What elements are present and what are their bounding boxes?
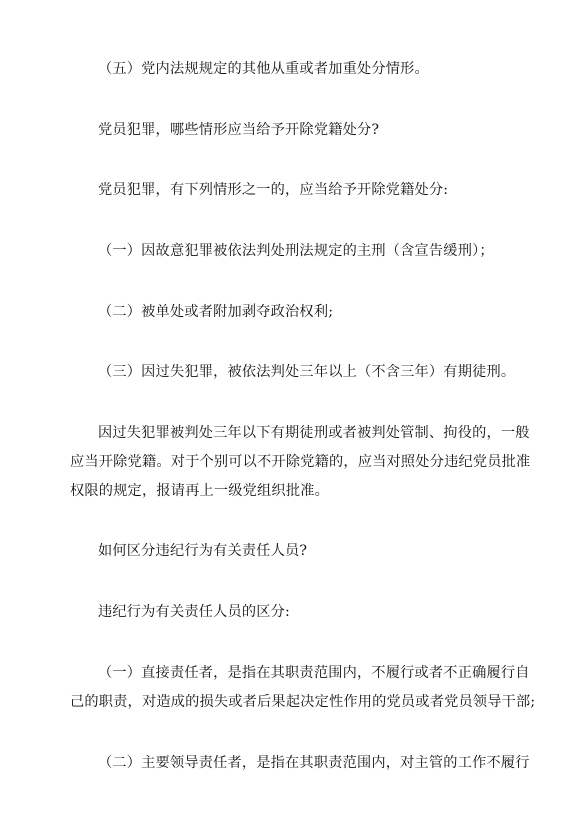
text-line: 应当开除党籍。对于个别可以不开除党籍的，应当对照处分违纪党员批准	[70, 454, 531, 470]
answer-intro-responsibility: 违纪行为有关责任人员的区分:	[98, 604, 291, 620]
paragraph-main-leader-responsible: （二）主要领导责任者，是指在其职责范围内，对主管的工作不履行	[98, 755, 530, 771]
question-heading-expulsion: 党员犯罪，哪些情形应当给予开除党籍处分?	[98, 122, 380, 138]
text-line: 权限的规定，报请再上一级党组织批准。	[70, 483, 329, 499]
paragraph-item-5: （五）党内法规规定的其他从重或者加重处分情形。	[98, 61, 429, 77]
paragraph-item-2: （二）被单处或者附加剥夺政治权利;	[98, 304, 334, 320]
text-line: （一）直接责任者，是指在其职责范围内，不履行或者不正确履行自	[98, 665, 530, 681]
text-line: 因过失犯罪被判处三年以下有期徒刑或者被判处管制、拘役的，一般	[98, 425, 530, 441]
text-line: 己的职责，对造成的损失或者后果起决定性作用的党员或者党员领导干部;	[70, 694, 536, 710]
paragraph-direct-responsible	[70, 659, 536, 717]
paragraph-item-3: （三）因过失犯罪，被依法判处三年以上（不含三年）有期徒刑。	[98, 364, 516, 380]
answer-intro-expulsion: 党员犯罪，有下列情形之一的，应当给予开除党籍处分:	[98, 182, 449, 198]
question-heading-responsibility: 如何区分违纪行为有关责任人员?	[98, 543, 308, 559]
paragraph-negligent-crime	[70, 419, 531, 506]
paragraph-item-1: （一）因故意犯罪被依法判处刑法规定的主刑（含宣告缓刑）；	[98, 243, 494, 259]
